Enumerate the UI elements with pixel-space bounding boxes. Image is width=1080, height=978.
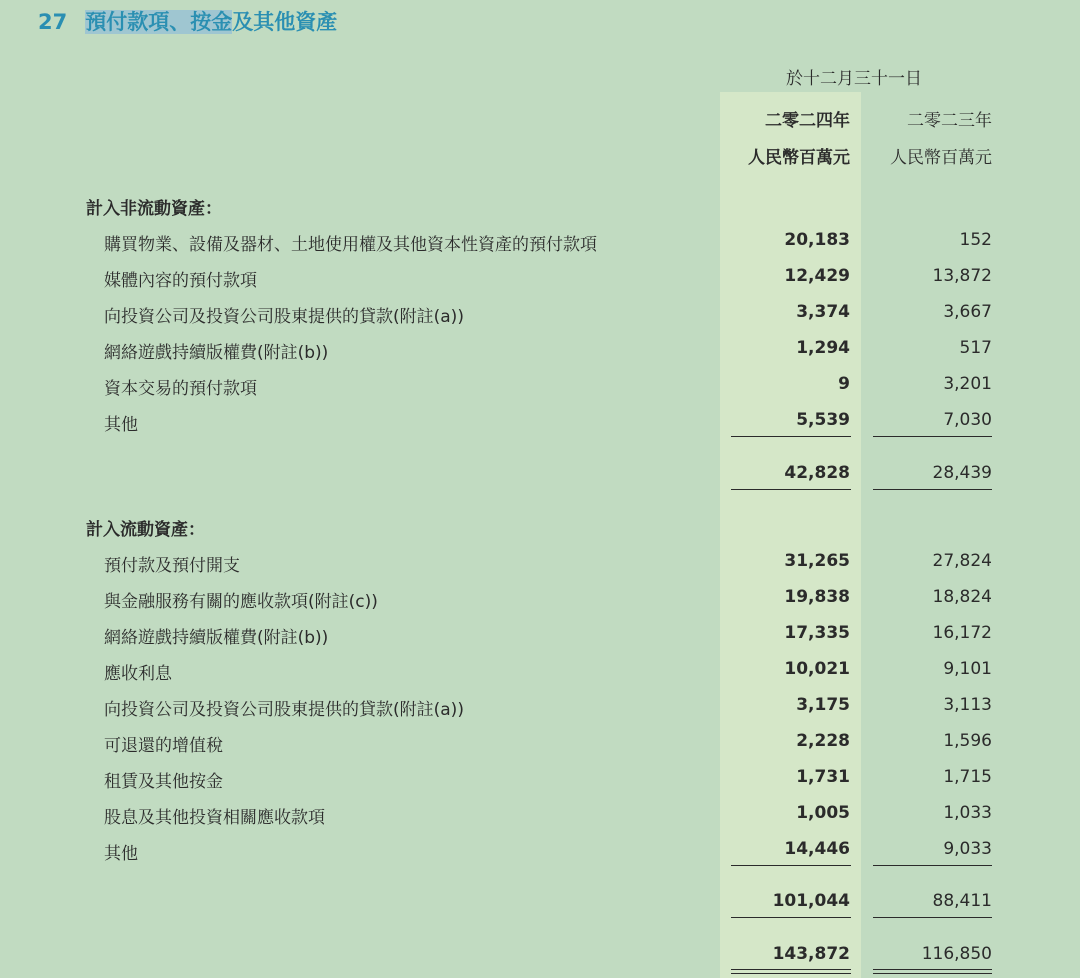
row-value-2023: 7,030 bbox=[943, 410, 992, 430]
row-label: 股息及其他投資相關應收款項 bbox=[104, 808, 325, 828]
row-value-2023: 9,101 bbox=[943, 659, 992, 679]
page-title bbox=[38, 6, 337, 36]
row-value-2024: 1,294 bbox=[796, 338, 850, 358]
row-label: 預付款及預付開支 bbox=[104, 556, 240, 576]
row-label: 向投資公司及投資公司股東提供的貸款(附註(a)) bbox=[104, 700, 464, 720]
header-year-2024: 二零二四年 bbox=[765, 111, 850, 131]
row-value-2023: 3,201 bbox=[943, 374, 992, 394]
row-label: 購買物業、設備及器材、土地使用權及其他資本性資產的預付款項 bbox=[104, 235, 597, 255]
row-label: 租賃及其他按金 bbox=[104, 772, 223, 792]
row-label: 應收利息 bbox=[104, 664, 172, 684]
subtotal-noncurrent-2024: 42,828 bbox=[784, 463, 850, 483]
double-rule-top-2023 bbox=[873, 969, 992, 970]
subtotal-underline-2024 bbox=[731, 489, 851, 490]
double-rule-bottom-2023 bbox=[873, 973, 992, 974]
row-value-2024: 3,175 bbox=[796, 695, 850, 715]
subtotal-current-2023: 88,411 bbox=[932, 891, 992, 911]
row-value-2023: 16,172 bbox=[932, 623, 992, 643]
subtotal-underline-2024 bbox=[731, 917, 851, 918]
row-value-2023: 1,033 bbox=[943, 803, 992, 823]
row-value-2024: 3,374 bbox=[796, 302, 850, 322]
row-label: 向投資公司及投資公司股東提供的貸款(附註(a)) bbox=[104, 307, 464, 327]
row-value-2023: 3,667 bbox=[943, 302, 992, 322]
header-unit-2024: 人民幣百萬元 bbox=[748, 148, 850, 168]
subtotal-noncurrent-2023: 28,439 bbox=[932, 463, 992, 483]
row-value-2024: 10,021 bbox=[784, 659, 850, 679]
row-label: 與金融服務有關的應收款項(附註(c)) bbox=[104, 592, 378, 612]
row-value-2024: 17,335 bbox=[784, 623, 850, 643]
row-value-2023: 3,113 bbox=[943, 695, 992, 715]
row-value-2023: 152 bbox=[959, 230, 992, 250]
section-heading-current: 計入流動資產： bbox=[86, 520, 205, 540]
row-value-2024: 31,265 bbox=[784, 551, 850, 571]
row-label: 可退還的增值稅 bbox=[104, 736, 223, 756]
row-label: 網絡遊戲持續版權費(附註(b)) bbox=[104, 343, 329, 363]
subtotal-rule-2024 bbox=[731, 436, 851, 437]
row-value-2024: 19,838 bbox=[784, 587, 850, 607]
header-unit-2023: 人民幣百萬元 bbox=[890, 148, 992, 168]
row-value-2023: 27,824 bbox=[932, 551, 992, 571]
row-value-2024: 1,005 bbox=[796, 803, 850, 823]
row-value-2023: 517 bbox=[959, 338, 992, 358]
double-rule-bottom-2024 bbox=[731, 973, 851, 974]
row-value-2024: 12,429 bbox=[784, 266, 850, 286]
subtotal-underline-2023 bbox=[873, 917, 992, 918]
grand-total-2023: 116,850 bbox=[921, 944, 992, 964]
grand-total-2024: 143,872 bbox=[772, 944, 850, 964]
row-label: 其他 bbox=[104, 844, 138, 864]
row-value-2024: 20,183 bbox=[784, 230, 850, 250]
header-year-2023: 二零二三年 bbox=[907, 111, 992, 131]
section-heading-noncurrent: 計入非流動資產： bbox=[86, 199, 222, 219]
row-label: 媒體內容的預付款項 bbox=[104, 271, 257, 291]
row-value-2023: 1,596 bbox=[943, 731, 992, 751]
row-value-2023: 1,715 bbox=[943, 767, 992, 787]
row-value-2024: 2,228 bbox=[796, 731, 850, 751]
subtotal-rule-2024 bbox=[731, 865, 851, 866]
row-value-2024: 14,446 bbox=[784, 839, 850, 859]
row-value-2023: 18,824 bbox=[932, 587, 992, 607]
note-number: 27 bbox=[38, 10, 68, 34]
row-value-2024: 9 bbox=[838, 374, 850, 394]
double-rule-top-2024 bbox=[731, 969, 851, 970]
row-value-2023: 9,033 bbox=[943, 839, 992, 859]
header-date: 於十二月三十一日 bbox=[786, 69, 922, 89]
row-label: 其他 bbox=[104, 415, 138, 435]
subtotal-rule-2023 bbox=[873, 436, 992, 437]
row-label: 網絡遊戲持續版權費(附註(b)) bbox=[104, 628, 329, 648]
subtotal-rule-2023 bbox=[873, 865, 992, 866]
row-value-2024: 1,731 bbox=[796, 767, 850, 787]
row-value-2024: 5,539 bbox=[796, 410, 850, 430]
title-highlighted-part: 預付款項、按金 bbox=[85, 10, 233, 34]
row-label: 資本交易的預付款項 bbox=[104, 379, 257, 399]
subtotal-underline-2023 bbox=[873, 489, 992, 490]
subtotal-current-2024: 101,044 bbox=[772, 891, 850, 911]
title-rest: 及其他資產 bbox=[232, 10, 338, 34]
row-value-2023: 13,872 bbox=[932, 266, 992, 286]
